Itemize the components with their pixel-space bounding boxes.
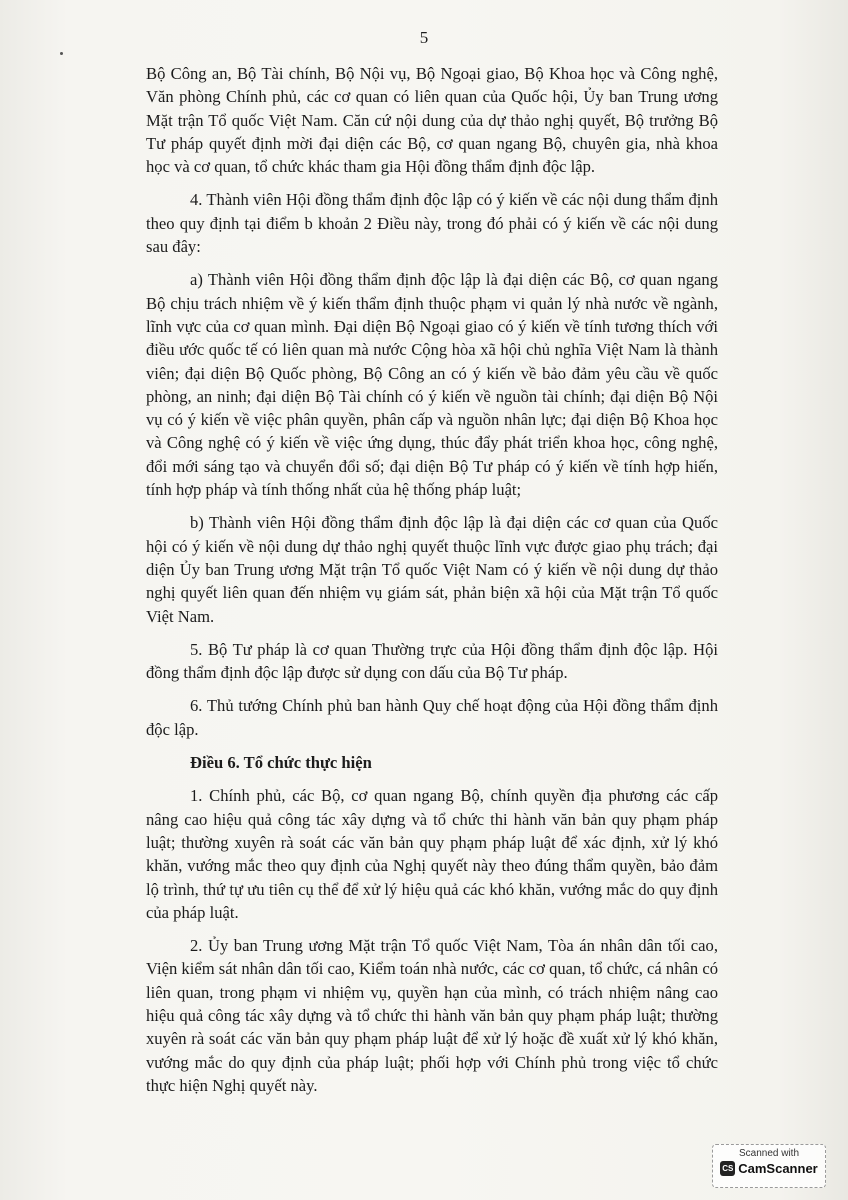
paragraph-article-6-clause-1: 1. Chính phủ, các Bộ, cơ quan ngang Bộ, chính quyền địa phương các cấp nâng cao hiệu quả công tác xây dựng và tổ chức thi hành văn bản quy phạm pháp luật; thường xuyên rà soát các văn bản quy phạm pháp luật để xác định, xử lý khó khăn, vướng mắc theo quy định của Nghị quyết này theo đúng thẩm quyền, bảo đảm lộ trình, thứ tự ưu tiên cụ thể để xử lý hiệu quả các khó khăn, vướng mắc do quy định của pháp luật. [146, 786, 718, 922]
paragraph-clause-6: 6. Thủ tướng Chính phủ ban hành Quy chế hoạt động của Hội đồng thẩm định độc lập. [146, 696, 718, 739]
watermark-brand-row [713, 1161, 825, 1176]
watermark-brand: CamScanner [738, 1161, 818, 1176]
camscanner-watermark [712, 1144, 826, 1188]
article-6-heading: Điều 6. Tổ chức thực hiện [190, 753, 372, 773]
paragraph-continuation: Bộ Công an, Bộ Tài chính, Bộ Nội vụ, Bộ Ngoại giao, Bộ Khoa học và Công nghệ, Văn phòng Chính phủ, các cơ quan có liên quan của Quốc hội, Ủy ban Trung ương Mặt trận Tổ quốc Việt Nam. Căn cứ nội dung của dự thảo nghị quyết, Bộ trưởng Bộ Tư pháp quyết định mời đại diện các Bộ, cơ quan ngang Bộ, chuyên gia, nhà khoa học và cơ quan, tổ chức khác tham gia Hội đồng thẩm định độc lập. [146, 64, 718, 177]
paragraph-point-a: a) Thành viên Hội đồng thẩm định độc lập là đại diện các Bộ, cơ quan ngang Bộ chịu trách nhiệm về ý kiến thẩm định thuộc phạm vi quản lý nhà nước về ngành, lĩnh vực của cơ quan mình. Đại diện Bộ Ngoại giao có ý kiến về tính tương thích với điều ước quốc tế có liên quan mà nước Cộng hòa xã hội chủ nghĩa Việt Nam là thành viên; đại diện Bộ Quốc phòng, Bộ Công an có ý kiến về bảo đảm yêu cầu về quốc phòng, an ninh; đại diện Bộ Tài chính có ý kiến về nguồn tài chính; đại diện Bộ Nội vụ có ý kiến về việc phân quyền, phân cấp và nguồn nhân lực; đại diện Bộ Khoa học và Công nghệ có ý kiến về việc ứng dụng, thúc đẩy phát triển khoa học, công nghệ, đổi mới sáng tạo và chuyển đổi số; đại diện Bộ Tư pháp có ý kiến về tính hợp hiến, tính hợp pháp và tính thống nhất của hệ thống pháp luật; [146, 270, 718, 500]
camscanner-logo-icon: CS [720, 1161, 735, 1176]
paragraph-clause-5: 5. Bộ Tư pháp là cơ quan Thường trực của Hội đồng thẩm định độc lập. Hội đồng thẩm định độc lập được sử dụng con dấu của Bộ Tư pháp. [146, 639, 718, 683]
scan-speck [60, 52, 63, 55]
paragraph-clause-4: 4. Thành viên Hội đồng thẩm định độc lập có ý kiến về các nội dung thẩm định theo quy định tại điểm b khoản 2 Điều này, trong đó phải có ý kiến về các nội dung sau đây: [146, 190, 718, 257]
paragraph-point-b: b) Thành viên Hội đồng thẩm định độc lập là đại diện các cơ quan của Quốc hội có ý kiến về nội dung dự thảo nghị quyết thuộc lĩnh vực được giao phụ trách; đại diện Ủy ban Trung ương Mặt trận Tổ quốc Việt Nam có ý kiến về nội dung dự thảo nghị quyết liên quan đến nhiệm vụ giám sát, phản biện xã hội của Mặt trận Tổ quốc Việt Nam. [146, 513, 718, 626]
page-number: 5 [419, 28, 429, 47]
paragraph-article-6-clause-2: 2. Ủy ban Trung ương Mặt trận Tổ quốc Việt Nam, Tòa án nhân dân tối cao, Viện kiểm sát nhân dân tối cao, Kiểm toán nhà nước, các cơ quan, tổ chức, cá nhân có liên quan, trong phạm vi nhiệm vụ, quyền hạn của mình, có trách nhiệm nâng cao hiệu quả công tác xây dựng và tổ chức thi hành văn bản quy phạm pháp luật; thường xuyên rà soát các văn bản quy phạm pháp luật để xử lý hoặc đề xuất xử lý khó khăn, vướng mắc do quy định của pháp luật; phối hợp với Chính phủ trong việc tổ chức thực hiện Nghị quyết này. [146, 936, 718, 1095]
document-body [146, 62, 718, 1107]
watermark-caption: Scanned with [738, 1148, 800, 1159]
